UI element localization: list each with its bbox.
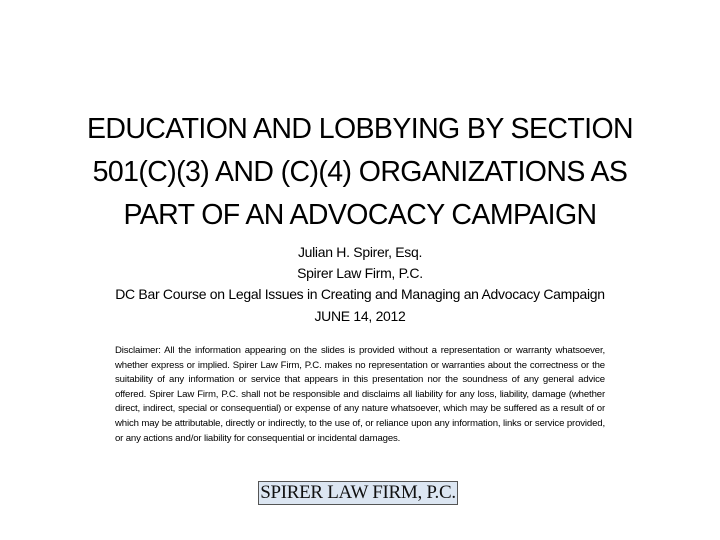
slide-subtitle [0,242,720,327]
firm-name: Spirer Law Firm, P.C. [297,265,423,282]
course-name: DC Bar Course on Legal Issues in Creating and Managing an Advocacy Campaign [115,286,605,303]
title-line: 501(C)(3) AND (C)(4) ORGANIZATIONS AS [92,156,628,188]
title-line: PART OF AN ADVOCACY CAMPAIGN [123,199,597,231]
firm-logo: SPIRER LAW FIRM, P.C. [258,481,458,505]
author-name: Julian H. Spirer, Esq. [297,244,423,260]
disclaimer-text: Disclaimer: All the information appearing on the slides is provided without a representation or warranty whatsoever, whether express or implied. Spirer Law Firm, P.C. makes no representation or warranties about the correctness or the suitability of any information or service that appears in this presentation nor the soundness of any general advice offered. Spirer Law Firm, P.C. shall not be responsible and disclaims all liability for any loss, liability, damage (whether direct, indirect, special or consequential) or expense of any nature whatsoever, which may be suffered as a result of or which may be attributable, directly or indirectly, to the use of, or reliance upon any information, links or service provided, or any actions and/or liability for consequential or incidental damages. [115,345,605,444]
presentation-date: JUNE 14, 2012 [314,307,406,324]
title-line: EDUCATION AND LOBBYING BY SECTION [86,113,634,145]
slide-title [0,108,720,237]
